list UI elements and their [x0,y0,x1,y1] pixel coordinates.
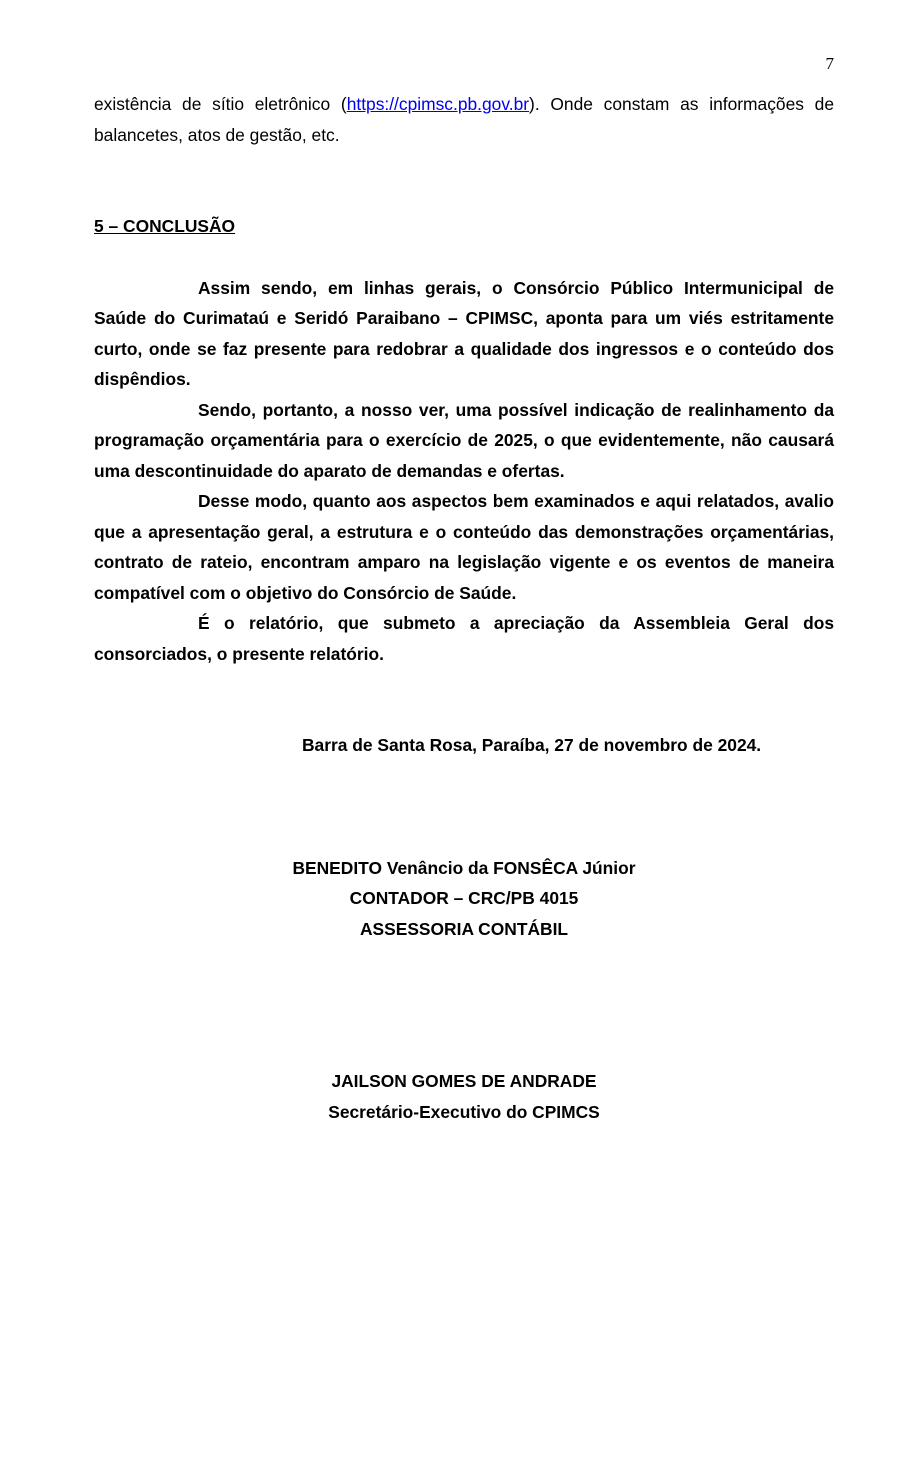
executive-secretary-role: Secretário-Executivo do CPIMCS [328,1101,600,1122]
accountant-organization: ASSESSORIA CONTÁBIL [359,918,569,939]
conclusion-paragraph-2: Sendo, portanto, a nosso ver, uma possível indicação de realinhamento da programação orçamentária para o exercício de 2025, o que evidentemente, não causará uma descontinuidade do aparato de demandas e ofertas. [94,399,834,481]
page-number: 7 [825,54,834,73]
document-content [94,89,834,1127]
executive-secretary-name: JAILSON GOMES DE ANDRADE [331,1071,597,1091]
executive-secretary-signature-block [94,1066,834,1127]
intro-suffix: ). Onde constam as informações de balancetes, atos de gestão, etc. [94,94,835,145]
section-heading-conclusion: 5 – CONCLUSÃO [94,216,236,236]
intro-paragraph [94,89,834,150]
place-and-date: Barra de Santa Rosa, Paraíba, 27 de novembro de 2024. [302,735,762,755]
accountant-name: BENEDITO Venâncio da FONSÊCA Júnior [292,857,636,878]
website-link[interactable]: https://cpimsc.pb.gov.br [346,94,530,114]
accountant-signature-block [94,853,834,945]
intro-prefix: existência de sítio eletrônico ( [94,94,347,114]
conclusion-paragraph-4: É o relatório, que submeto a apreciação da Assembleia Geral dos consorciados, o presente relatório. [94,613,834,664]
accountant-role: CONTADOR – CRC/PB 4015 [349,888,579,908]
conclusion-paragraph-3: Desse modo, quanto aos aspectos bem examinados e aqui relatados, avalio que a apresentação geral, a estrutura e o conteúdo das demonstrações orçamentárias, contrato de rateio, encontram amparo na legislação vigente e os eventos de maneira compatível com o objetivo do Consórcio de Saúde. [94,491,834,603]
conclusion-paragraph-1: Assim sendo, em linhas gerais, o Consórcio Público Intermunicipal de Saúde do Curimataú e Seridó Paraibano – CPIMSC, aponta para um viés estritamente curto, onde se faz presente para redobrar a qualidade dos ingressos e o conteúdo dos dispêndios. [94,277,834,389]
